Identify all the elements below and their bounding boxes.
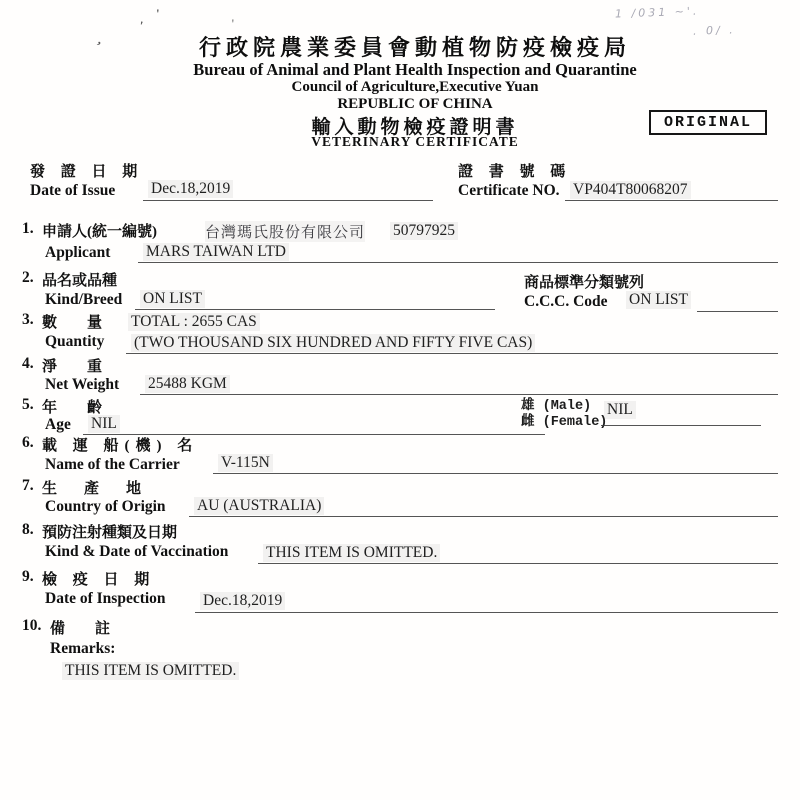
ink-speck: ' xyxy=(231,16,235,31)
field-underline xyxy=(258,563,778,564)
field-underline xyxy=(189,516,778,517)
row3-number: 3. xyxy=(22,311,34,328)
ink-speck: , xyxy=(96,32,106,48)
field-underline xyxy=(195,612,778,613)
quantity-label-en: Quantity xyxy=(45,333,105,350)
carrier-label-zh: 載 運 船(機) 名 xyxy=(42,438,199,454)
origin-value: AU (AUSTRALIA) xyxy=(194,497,324,515)
field-underline xyxy=(126,353,778,354)
ink-speck: ' xyxy=(137,17,145,34)
female-label: 雌 (Female) xyxy=(521,415,608,430)
handwritten-note: 1 /031 ~'. xyxy=(614,4,700,21)
row10-number: 10. xyxy=(22,617,42,634)
row6-number: 6. xyxy=(22,434,34,451)
kind-breed-label-zh: 品名或品種 xyxy=(42,273,118,289)
applicant-company-zh: 台灣瑪氏股份有限公司 xyxy=(205,221,365,242)
ccc-code-label-zh: 商品標準分類號列 xyxy=(524,275,645,291)
field-underline xyxy=(135,309,495,310)
applicant-value: MARS TAIWAN LTD xyxy=(143,243,289,261)
original-stamp: ORIGINAL xyxy=(649,110,767,135)
age-label-zh: 年 齡 xyxy=(42,400,103,416)
republic-line: REPUBLIC OF CHINA xyxy=(337,96,493,112)
ink-speck: ' xyxy=(156,6,160,21)
field-underline xyxy=(143,200,433,201)
remarks-value: THIS ITEM IS OMITTED. xyxy=(62,662,239,680)
inspection-label-en: Date of Inspection xyxy=(45,590,166,607)
origin-label-en: Country of Origin xyxy=(45,498,166,515)
age-value: NIL xyxy=(88,415,120,433)
field-underline xyxy=(697,311,778,312)
kind-breed-value: ON LIST xyxy=(140,290,205,308)
certificate-no-label-zh: 證 書 號 碼 xyxy=(458,164,572,180)
inspection-value: Dec.18,2019 xyxy=(200,592,285,610)
vaccination-label-zh: 預防注射種類及日期 xyxy=(42,525,178,541)
vaccination-value: THIS ITEM IS OMITTED. xyxy=(263,544,440,562)
kind-breed-label-en: Kind/Breed xyxy=(45,291,123,308)
inspection-label-zh: 檢 疫 日 期 xyxy=(42,572,156,588)
handwritten-note: . 0/ . xyxy=(692,23,736,38)
certificate-no-label-en: Certificate NO. xyxy=(458,182,560,199)
carrier-value: V-115N xyxy=(218,454,273,472)
remarks-label-zh: 備 註 xyxy=(50,621,111,637)
row5-number: 5. xyxy=(22,396,34,413)
age-label-en: Age xyxy=(45,416,71,433)
field-underline xyxy=(213,473,778,474)
net-weight-label-zh: 淨 重 xyxy=(42,359,103,375)
field-underline xyxy=(138,262,778,263)
vaccination-label-en: Kind & Date of Vaccination xyxy=(45,543,229,560)
field-underline xyxy=(601,425,761,426)
date-of-issue-label-zh: 發 證 日 期 xyxy=(30,164,144,180)
field-underline xyxy=(565,200,778,201)
certificate-title-zh: 輸入動物檢疫證明書 xyxy=(311,117,519,138)
net-weight-label-en: Net Weight xyxy=(45,376,120,393)
carrier-label-en: Name of the Carrier xyxy=(45,456,180,473)
agency-title-zh: 行政院農業委員會動植物防疫檢疫局 xyxy=(198,35,631,60)
net-weight-value: 25488 KGM xyxy=(145,375,230,393)
row1-number: 1. xyxy=(22,220,34,237)
row7-number: 7. xyxy=(22,477,34,494)
male-female-value: NIL xyxy=(604,401,636,419)
certificate-no-value: VP404T80068207 xyxy=(570,181,691,199)
date-of-issue-value: Dec.18,2019 xyxy=(148,180,233,198)
date-of-issue-label-en: Date of Issue xyxy=(30,182,116,199)
ccc-code-value: ON LIST xyxy=(626,291,691,309)
male-label: 雄 (Male) xyxy=(521,399,592,414)
row2-number: 2. xyxy=(22,269,34,286)
applicant-label-en: Applicant xyxy=(45,244,111,261)
applicant-label-zh: 申請人(統一編號) xyxy=(42,224,157,240)
field-underline xyxy=(140,394,778,395)
quantity-label-zh: 數 量 xyxy=(42,315,103,331)
ccc-code-label-en: C.C.C. Code xyxy=(524,293,608,310)
certificate-title-en: VETERINARY CERTIFICATE xyxy=(311,134,519,149)
remarks-label-en: Remarks: xyxy=(50,640,116,657)
council-line: Council of Agriculture,Executive Yuan xyxy=(291,79,539,95)
quantity-words-value: (TWO THOUSAND SIX HUNDRED AND FIFTY FIVE CAS) xyxy=(131,334,535,352)
row9-number: 9. xyxy=(22,568,34,585)
row8-number: 8. xyxy=(22,521,34,538)
applicant-uniform-number: 50797925 xyxy=(390,222,458,240)
origin-label-zh: 生 產 地 xyxy=(42,481,148,497)
agency-title-en: Bureau of Animal and Plant Health Inspection and Quarantine xyxy=(193,60,637,79)
quantity-total-value: TOTAL : 2655 CAS xyxy=(128,313,260,331)
row4-number: 4. xyxy=(22,355,34,372)
